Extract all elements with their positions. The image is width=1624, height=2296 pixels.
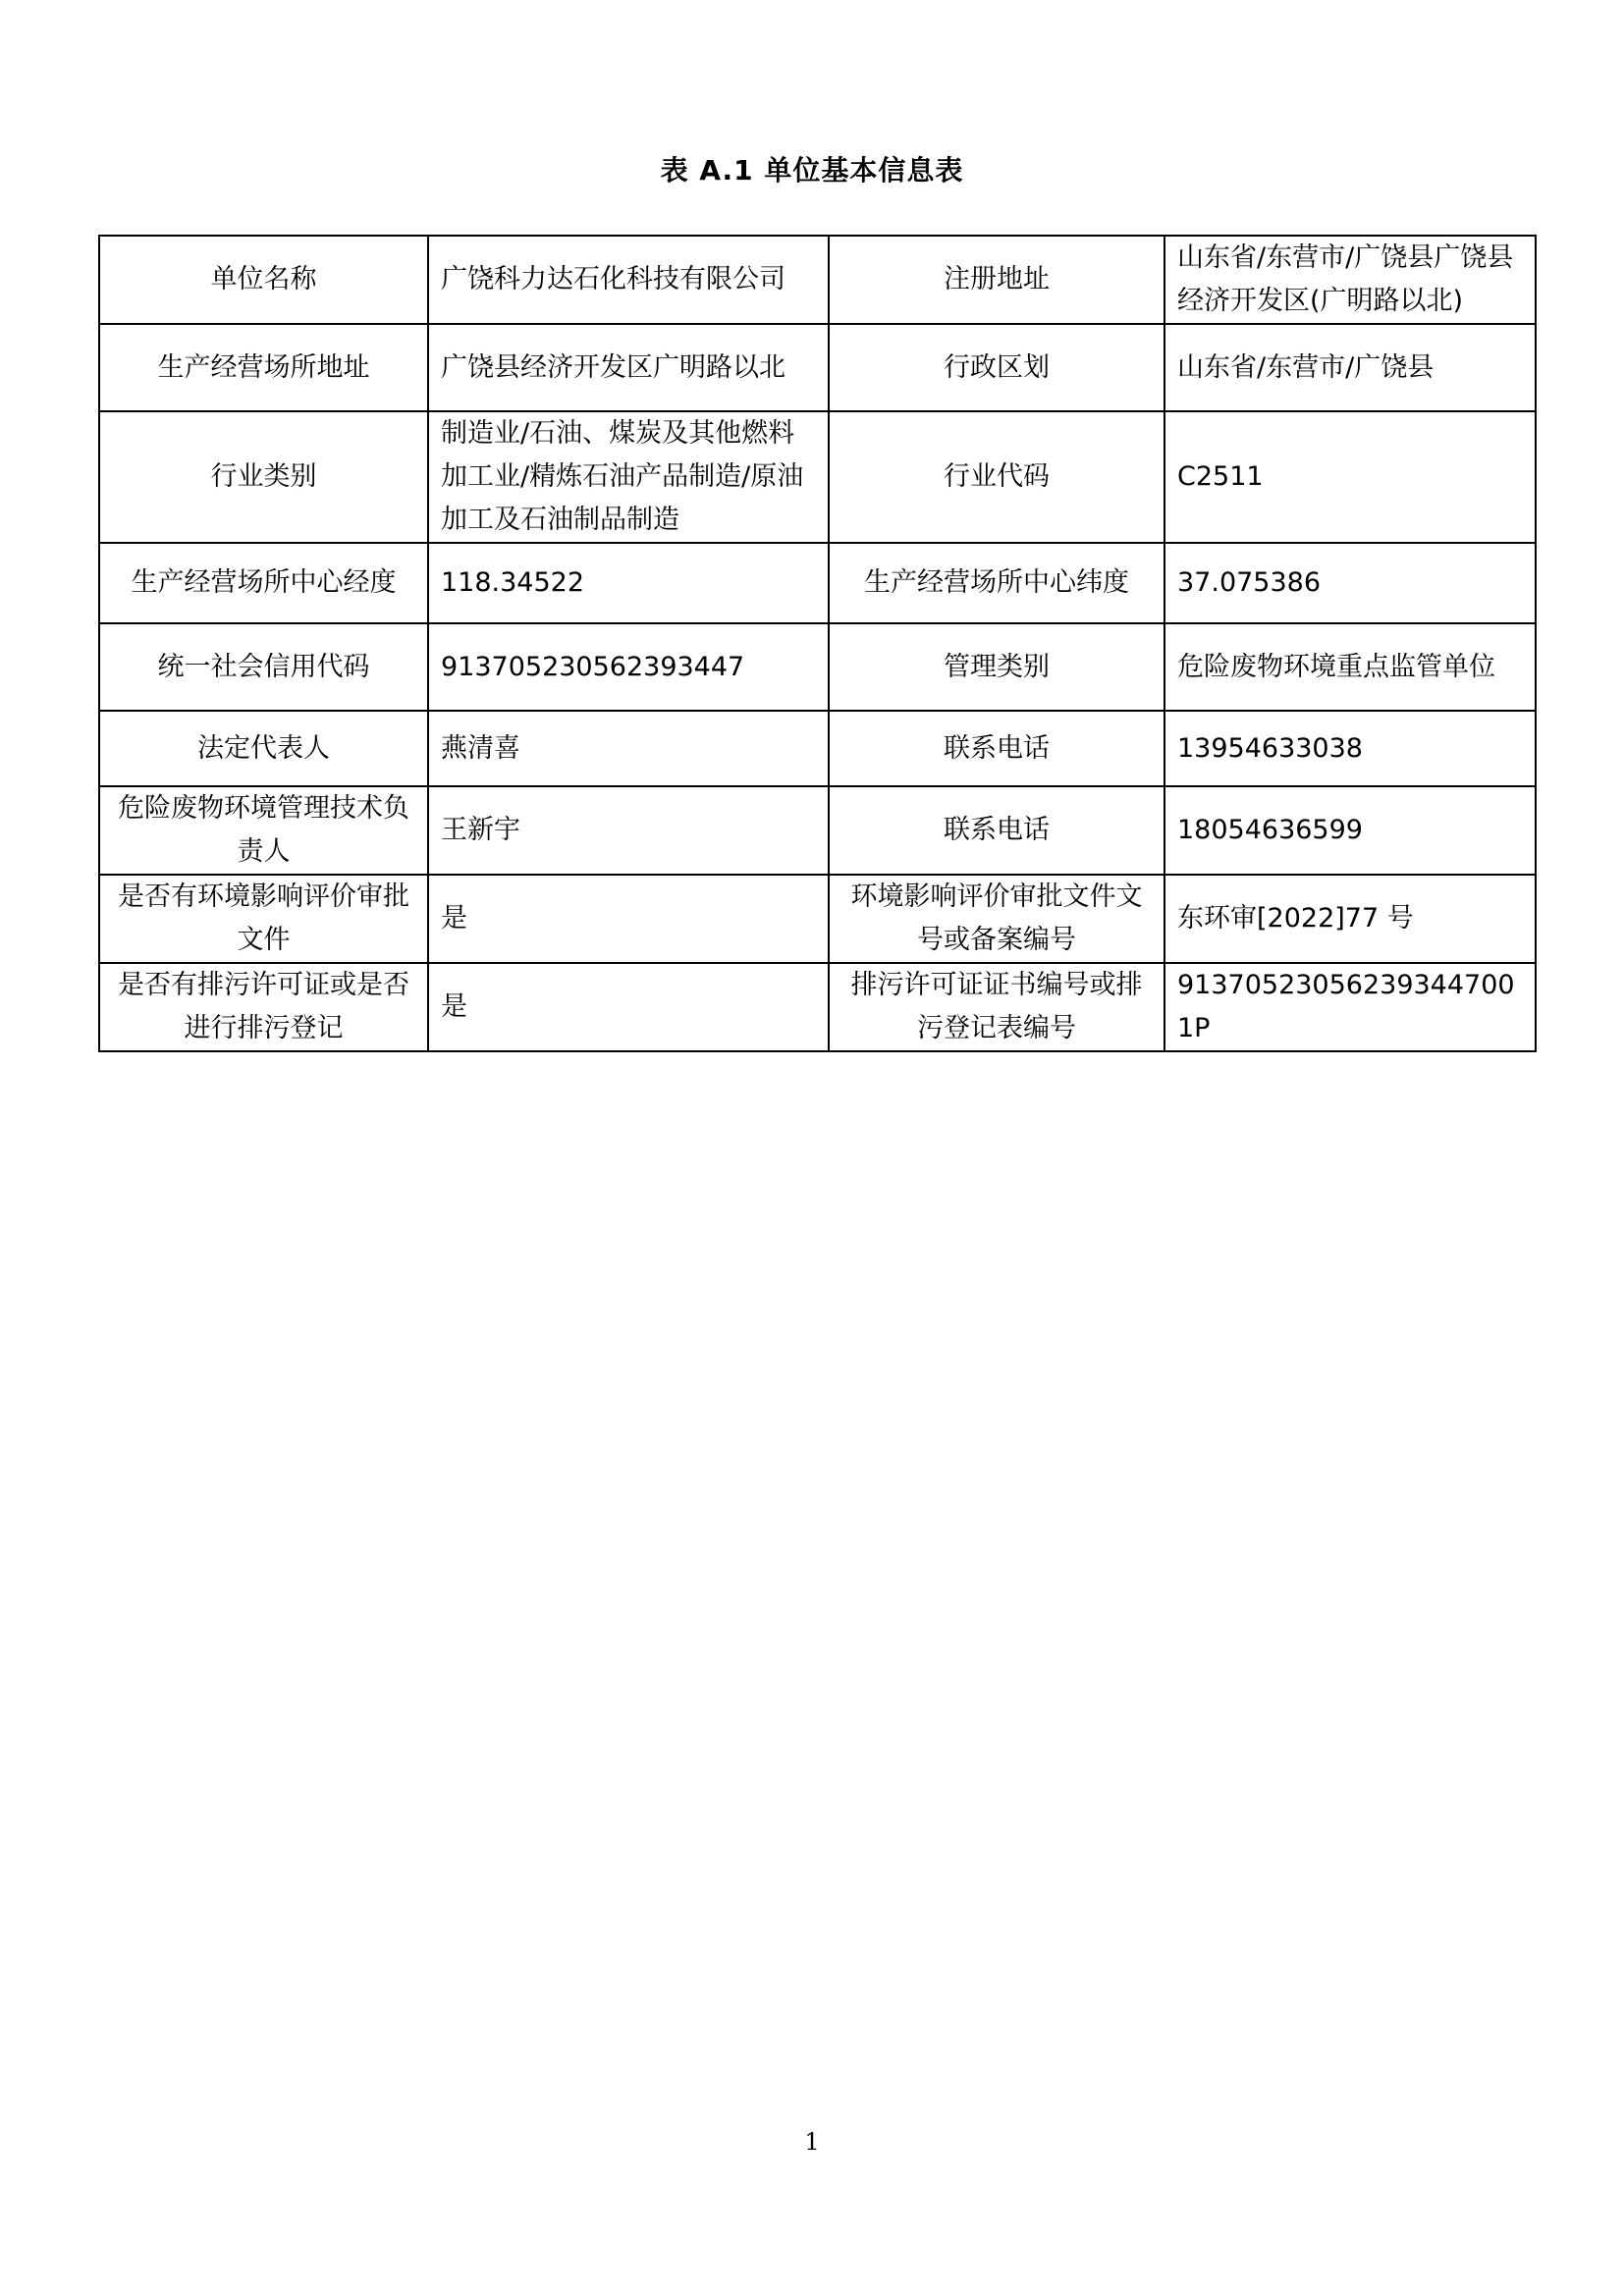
unit-info-table xyxy=(98,235,1537,1052)
field-label: 行政区划 xyxy=(829,324,1164,411)
table-row xyxy=(99,875,1536,963)
table-row xyxy=(99,623,1536,711)
field-label: 统一社会信用代码 xyxy=(99,623,428,711)
field-value: 东环审[2022]77 号 xyxy=(1164,875,1536,963)
field-value: 山东省/东营市/广饶县 xyxy=(1164,324,1536,411)
field-value: 118.34522 xyxy=(428,543,829,623)
field-label: 是否有环境影响评价审批文件 xyxy=(99,875,428,963)
field-value: 18054636599 xyxy=(1164,786,1536,875)
field-label: 排污许可证证书编号或排污登记表编号 xyxy=(829,963,1164,1051)
field-value: 37.075386 xyxy=(1164,543,1536,623)
field-label: 联系电话 xyxy=(829,711,1164,786)
field-label: 注册地址 xyxy=(829,236,1164,324)
table-row xyxy=(99,711,1536,786)
field-value: C2511 xyxy=(1164,411,1536,543)
field-label: 危险废物环境管理技术负责人 xyxy=(99,786,428,875)
field-label: 行业代码 xyxy=(829,411,1164,543)
table-title: 表 A.1 单位基本信息表 xyxy=(660,154,964,187)
field-label: 法定代表人 xyxy=(99,711,428,786)
field-value: 制造业/石油、煤炭及其他燃料加工业/精炼石油产品制造/原油加工及石油制品制造 xyxy=(428,411,829,543)
field-value: 913705230562393447 xyxy=(428,623,829,711)
field-label: 环境影响评价审批文件文号或备案编号 xyxy=(829,875,1164,963)
field-value: 是 xyxy=(428,963,829,1051)
page-number: 1 xyxy=(804,2128,820,2156)
field-value: 广饶科力达石化科技有限公司 xyxy=(428,236,829,324)
field-label: 生产经营场所地址 xyxy=(99,324,428,411)
field-value: 13954633038 xyxy=(1164,711,1536,786)
table-row xyxy=(99,543,1536,623)
field-label: 生产经营场所中心经度 xyxy=(99,543,428,623)
table-row xyxy=(99,963,1536,1051)
field-label: 管理类别 xyxy=(829,623,1164,711)
field-value: 危险废物环境重点监管单位 xyxy=(1164,623,1536,711)
table-row xyxy=(99,411,1536,543)
field-label: 生产经营场所中心纬度 xyxy=(829,543,1164,623)
table-row xyxy=(99,786,1536,875)
field-value: 是 xyxy=(428,875,829,963)
field-label: 是否有排污许可证或是否进行排污登记 xyxy=(99,963,428,1051)
field-label: 联系电话 xyxy=(829,786,1164,875)
field-value: 913705230562393447001P xyxy=(1164,963,1536,1051)
table-row xyxy=(99,324,1536,411)
field-label: 行业类别 xyxy=(99,411,428,543)
field-value: 广饶县经济开发区广明路以北 xyxy=(428,324,829,411)
field-value: 王新宇 xyxy=(428,786,829,875)
table-row xyxy=(99,236,1536,324)
field-label: 单位名称 xyxy=(99,236,428,324)
field-value: 燕清喜 xyxy=(428,711,829,786)
field-value: 山东省/东营市/广饶县广饶县经济开发区(广明路以北) xyxy=(1164,236,1536,324)
